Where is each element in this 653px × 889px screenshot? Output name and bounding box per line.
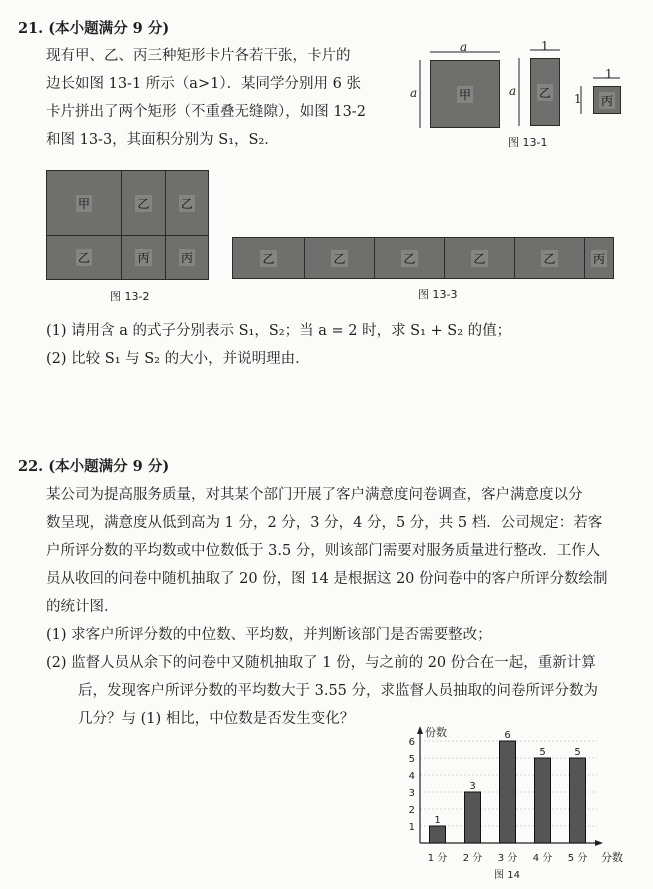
- x-tick-label: 1 分: [427, 853, 448, 864]
- bar-data-label: 6: [504, 730, 511, 741]
- x-axis-arrow: [595, 840, 603, 846]
- q22-part-2-cont: 后，发现客户所评分数的平均数大于 3.55 分，求监督人员抽取的问卷所评分数为: [78, 683, 599, 699]
- strip-cell: 乙: [514, 237, 585, 279]
- x-tick-label: 2 分: [462, 853, 483, 864]
- x-axis-label: 分数: [601, 851, 623, 864]
- figure-13-3-caption: 图 13-3: [418, 288, 458, 301]
- dimension-1-left: 1: [574, 92, 582, 106]
- card-yi: 乙: [530, 58, 560, 126]
- y-axis-label: 份数: [425, 726, 447, 739]
- bar: [535, 758, 551, 843]
- grid-cell: 丙: [165, 235, 209, 280]
- y-tick-label: 4: [408, 771, 415, 782]
- y-tick-label: 6: [408, 737, 415, 748]
- bar-data-label: 1: [434, 815, 441, 826]
- q22-line: 员从收回的问卷中随机抽取了 20 份，图 14 是根据这 20 份问卷中的客户所评分数绘制: [46, 571, 608, 587]
- y-axis-arrow: [417, 726, 423, 734]
- grid-cell: 丙: [121, 235, 166, 280]
- strip-cell: 乙: [304, 237, 375, 279]
- q22-part-1: (1) 求客户所评分数的中位数、平均数，并判断该部门是否需要整改；: [46, 627, 492, 643]
- x-tick-label: 5 分: [567, 853, 588, 864]
- q21-line: 和图 13-3，其面积分别为 S₁，S₂．: [46, 132, 279, 148]
- bar: [465, 792, 481, 843]
- bar: [570, 758, 586, 843]
- q21-line: 卡片拼出了两个矩形（不重叠无缝隙），如图 13-2: [46, 104, 366, 120]
- dimension-a-left-2: a: [509, 84, 517, 98]
- y-tick-label: 3: [408, 788, 415, 799]
- q22-part-2: (2) 监督人员从余下的问卷中又随机抽取了 1 份，与之前的 20 份合在一起，重新计算: [46, 655, 596, 671]
- q22-line: 户所评分数的平均数或中位数低于 3.5 分，则该部门需要对服务质量进行整改．工作人: [46, 543, 601, 559]
- grid-cell: 乙: [121, 170, 166, 236]
- q22-heading: 22. (本小题满分 9 分): [18, 458, 170, 475]
- bar-data-label: 5: [539, 747, 546, 758]
- dimension-a-left: a: [410, 86, 418, 100]
- grid-cell: 乙: [165, 170, 209, 236]
- q21-part-2: (2) 比较 S₁ 与 S₂ 的大小，并说明理由．: [46, 351, 310, 367]
- y-tick-label: 1: [408, 822, 415, 833]
- strip-cell: 乙: [232, 237, 305, 279]
- q22-line: 数呈现，满意度从低到高为 1 分，2 分，3 分，4 分，5 分，共 5 档．公司规定：若客: [46, 515, 603, 531]
- q21-line: 边长如图 13-1 所示（a>1）．某同学分别用 6 张: [46, 76, 362, 92]
- grid-cell: 甲: [46, 170, 122, 236]
- x-tick-label: 3 分: [497, 853, 518, 864]
- card-bing: 丙: [593, 86, 621, 114]
- q22-line: 的统计图．: [46, 599, 119, 615]
- bar-data-label: 5: [574, 747, 581, 758]
- y-tick-label: 5: [408, 754, 415, 765]
- q21-heading: 21. (本小题满分 9 分): [18, 20, 170, 37]
- dimension-1-top: 1: [541, 39, 549, 53]
- q21-part-1: (1) 请用含 a 的式子分别表示 S₁，S₂；当 a = 2 时，求 S₁ + S₂ 的值；: [46, 323, 512, 339]
- bar: [430, 826, 446, 843]
- q22-part-2-cont: 几分？与 (1) 相比，中位数是否发生变化？: [78, 711, 355, 727]
- strip-cell: 丙: [584, 237, 614, 279]
- q22-line: 某公司为提高服务质量，对其某个部门开展了客户满意度问卷调查，客户满意度以分: [46, 487, 583, 503]
- bar-data-label: 3: [469, 781, 476, 792]
- x-tick-label: 4 分: [532, 853, 553, 864]
- dimension-a-top: a: [460, 40, 468, 54]
- grid-cell: 乙: [46, 235, 122, 280]
- bar: [500, 741, 516, 843]
- figure-13-2-caption: 图 13-2: [110, 290, 150, 303]
- chart-caption: 图 14: [494, 870, 520, 881]
- y-tick-label: 2: [408, 805, 415, 816]
- figure-13-1-caption: 图 13-1: [508, 136, 548, 149]
- bar-chart-figure-14: [395, 720, 645, 885]
- card-jia: 甲: [430, 60, 500, 128]
- q21-line: 现有甲、乙、丙三种矩形卡片各若干张，卡片的: [46, 48, 351, 64]
- strip-cell: 乙: [374, 237, 445, 279]
- dimension-1-top-2: 1: [605, 67, 613, 81]
- strip-cell: 乙: [444, 237, 515, 279]
